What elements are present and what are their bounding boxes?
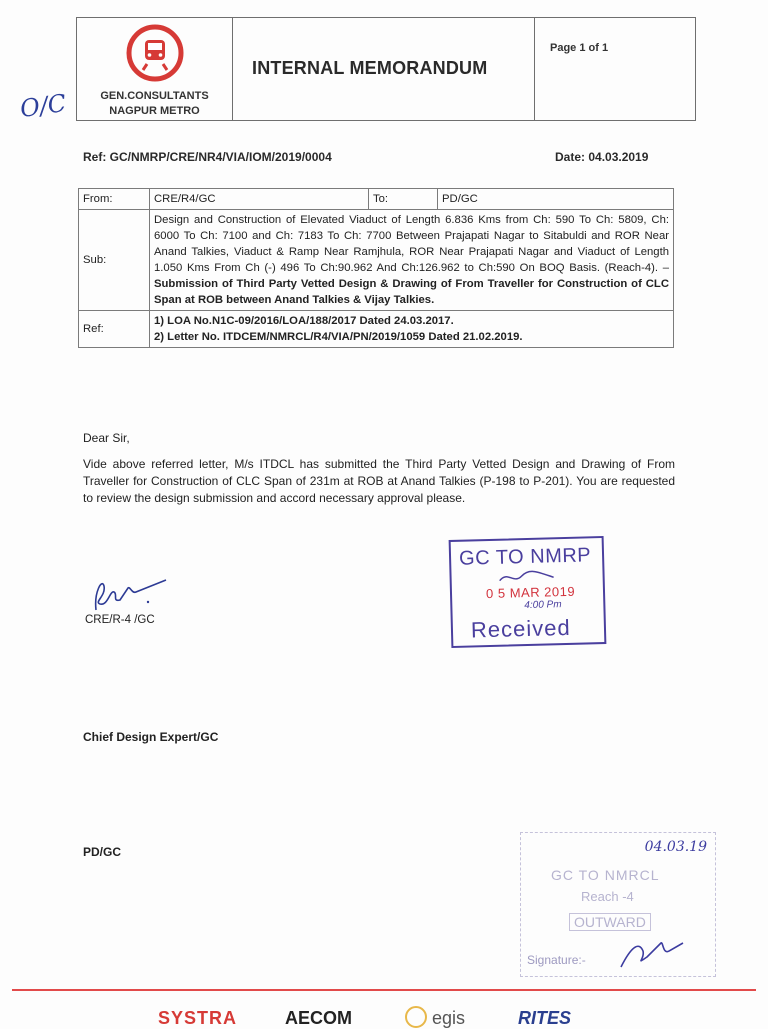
subject-text: Design and Construction of Elevated Viaduct of Length 6.836 Kms from Ch: 590 To Ch: 5809, Ch: 6000 To Ch: 7100 and Ch: 7183 To Ch: 7700 Between Prajapati Nagar to Sitabuldi and ROR Near Anand Talkies, Viaduct & Ramp Near Ramjhula, ROR Near Prajapati Nagar and Viaduct of Length 1.050 Kms From Ch (-) 496 To Ch:90.962 And Ch:126.962 to Ch:590 On BOQ Basis. (Reach-4). – — [154, 214, 669, 274]
margin-note-handwritten: O/C — [18, 88, 68, 124]
signature-icon — [88, 572, 170, 616]
reference-label: Ref: — [79, 311, 150, 348]
subject-row — [79, 210, 674, 311]
page-number: Page 1 of 1 — [550, 42, 609, 54]
stamp-date: 0 5 MAR 2019 — [485, 583, 576, 602]
received-stamp — [449, 536, 607, 648]
page-cell — [534, 18, 695, 120]
memo-reference: Ref: GC/NMRP/CRE/NR4/VIA/IOM/2019/0004 — [83, 150, 332, 164]
from-to-row — [79, 189, 674, 210]
salutation: Dear Sir, — [83, 431, 130, 445]
chief-design-expert: Chief Design Expert/GC — [83, 730, 219, 744]
reference-row — [79, 311, 674, 348]
reference-item-2: 2) Letter No. ITDCEM/NMRCL/R4/VIA/PN/2019/1059 Dated 21.02.2019. — [154, 331, 523, 343]
egis-logo-icon — [405, 1006, 427, 1028]
outward-label: OUTWARD — [569, 913, 651, 931]
outward-stamp — [520, 832, 716, 977]
metro-logo-icon — [126, 24, 184, 82]
memo-title: INTERNAL MEMORANDUM — [252, 58, 488, 78]
from-label: From: — [79, 189, 150, 210]
subject-label: Sub: — [79, 210, 150, 311]
from-value: CRE/R4/GC — [150, 189, 369, 210]
org-name-line2: NAGPUR METRO — [109, 105, 200, 117]
to-label: To: — [369, 189, 438, 210]
memo-header — [76, 17, 696, 121]
subject-bold-text: Submission of Third Party Vetted Design & Drawing of From Traveller for Construction of CLC Span at ROB between Anand Talkies & Vijay Talkies. — [154, 278, 669, 306]
subject-cell — [150, 210, 674, 311]
outward-line1: GC TO NMRCL — [551, 867, 660, 883]
org-name-line1: GEN.CONSULTANTS — [100, 90, 209, 102]
footer-divider — [12, 989, 756, 991]
outward-line2: Reach -4 — [581, 889, 634, 904]
footer-logo-egis: egis — [432, 1008, 466, 1028]
logo-cell — [77, 18, 233, 120]
reference-item-1: 1) LOA No.N1C-09/2016/LOA/188/2017 Dated 24.03.2017. — [154, 315, 454, 327]
to-value: PD/GC — [438, 189, 674, 210]
body-paragraph: Vide above referred letter, M/s ITDCL has submitted the Third Party Vetted Design and Drawing of From Traveller for Construction of CLC Span of 231m at ROB at Anand Talkies (P-198 to P-201). You are requested to review the design submission and accord necessary approval please. — [83, 457, 675, 505]
footer-logo-aecom: AECOM — [285, 1008, 352, 1028]
outward-date: 04.03.19 — [644, 839, 707, 855]
outward-signature-label: Signature:- — [527, 953, 586, 967]
reference-cell — [150, 311, 674, 348]
outward-signature-icon — [617, 937, 687, 973]
footer-logo-rites: RITES — [518, 1008, 572, 1028]
stamp-received-label: Received — [470, 614, 571, 643]
memo-date: Date: 04.03.2019 — [555, 150, 649, 164]
signatory-designation: CRE/R-4 /GC — [85, 614, 155, 626]
stamp-title: GC TO NMRP — [458, 544, 592, 570]
stamp-time: 4:00 Pm — [524, 599, 562, 612]
memo-details-table — [78, 188, 674, 348]
pd-gc-label: PD/GC — [83, 845, 122, 859]
footer-logo-systra: SYSTRA — [158, 1008, 238, 1028]
